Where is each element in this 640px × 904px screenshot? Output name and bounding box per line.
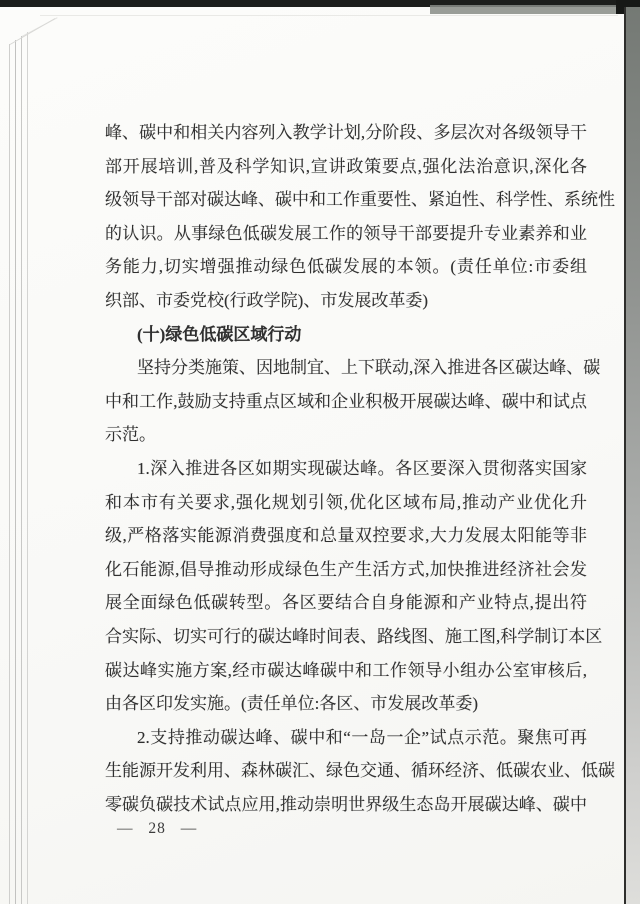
text-line-content: 中和工作,鼓励支持重点区域和企业积极开展碳达峰、碳中和试点: [105, 391, 587, 411]
text-line: [105, 452, 587, 486]
text-line: [105, 754, 615, 788]
text-line-content: 级领导干部对碳达峰、碳中和工作重要性、紧迫性、科学性、系统性: [105, 190, 615, 210]
text-line-content: 坚持分类施策、因地制宜、上下联动,深入推进各区碳达峰、碳: [137, 358, 601, 378]
text-line: [105, 217, 587, 251]
text-line-content: 合实际、切实可行的碳达峰时间表、路线图、施工图,科学制订本区: [105, 626, 603, 646]
page-stack-line: [15, 40, 16, 904]
text-line: [105, 116, 587, 150]
text-line-content: 2.支持推动碳达峰、碳中和“一岛一企”试点示范。聚焦可再: [137, 727, 587, 747]
text-line: [105, 687, 587, 721]
page-footer: [117, 820, 197, 838]
page-stack-line: [27, 32, 28, 904]
page-stack-corner: [22, 17, 58, 37]
text-line: [105, 183, 615, 217]
page-number: — 28 —: [117, 820, 198, 837]
text-line: [105, 586, 587, 620]
text-line-content: 化石能源,倡导推动形成绿色生产生活方式,加快推进经济社会发: [105, 559, 587, 579]
text-line-content: 由各区印发实施。(责任单位:各区、市发展改革委): [105, 694, 479, 714]
scan-edge-right: [624, 7, 640, 904]
text-line-content: 1.深入推进各区如期实现碳达峰。各区要深入贯彻落实国家: [137, 458, 587, 478]
text-line: [105, 318, 587, 352]
page-top-edge: [40, 15, 618, 16]
text-line-content: 生能源开发利用、森林碳汇、绿色交通、循环经济、低碳农业、低碳: [105, 761, 615, 781]
text-line: [105, 553, 587, 587]
text-line: [105, 385, 587, 419]
text-line: [105, 284, 587, 318]
text-line-content: 部开展培训,普及科学知识,宣讲政策要点,强化法治意识,深化各: [105, 156, 587, 176]
text-line-content: 级,严格落实能源消费强度和总量双控要求,大力发展太阳能等非: [105, 526, 587, 546]
text-line: [105, 654, 587, 688]
page-stack-line: [21, 36, 22, 904]
text-line: [105, 486, 587, 520]
text-line-content: 务能力,切实增强推动绿色低碳发展的本领。(责任单位:市委组: [105, 257, 587, 277]
text-line-content: 峰、碳中和相关内容列入教学计划,分阶段、多层次对各级领导干: [105, 123, 587, 142]
scan-edge-top-strip: [430, 5, 640, 14]
text-line-content: 的认识。从事绿色低碳发展工作的领导干部要提升专业素养和业: [105, 223, 587, 243]
text-line-content: 零碳负碳技术试点应用,推动崇明世界级生态岛开展碳达峰、碳中: [105, 794, 587, 814]
text-line: [105, 620, 603, 654]
text-line-content: 织部、市委党校(行政学院)、市发展改革委): [105, 290, 428, 310]
text-line-content: (十)绿色低碳区域行动: [137, 324, 302, 344]
document-text: [105, 116, 615, 821]
page-stack-line: [9, 44, 10, 904]
text-line: [105, 721, 587, 755]
text-line: [105, 150, 587, 184]
text-line-content: 碳达峰实施方案,经市碳达峰碳中和工作领导小组办公室审核后,: [105, 660, 587, 680]
text-line: [105, 519, 587, 553]
text-line-content: 展全面绿色低碳转型。各区要结合自身能源和产业特点,提出符: [105, 593, 587, 613]
text-line: [105, 250, 587, 284]
text-line-content: 示范。: [105, 425, 156, 445]
text-line: [105, 351, 601, 385]
text-line: [105, 418, 587, 452]
text-line: [105, 788, 587, 822]
text-line-content: 和本市有关要求,强化规划引领,优化区域布局,推动产业优化升: [105, 492, 587, 512]
